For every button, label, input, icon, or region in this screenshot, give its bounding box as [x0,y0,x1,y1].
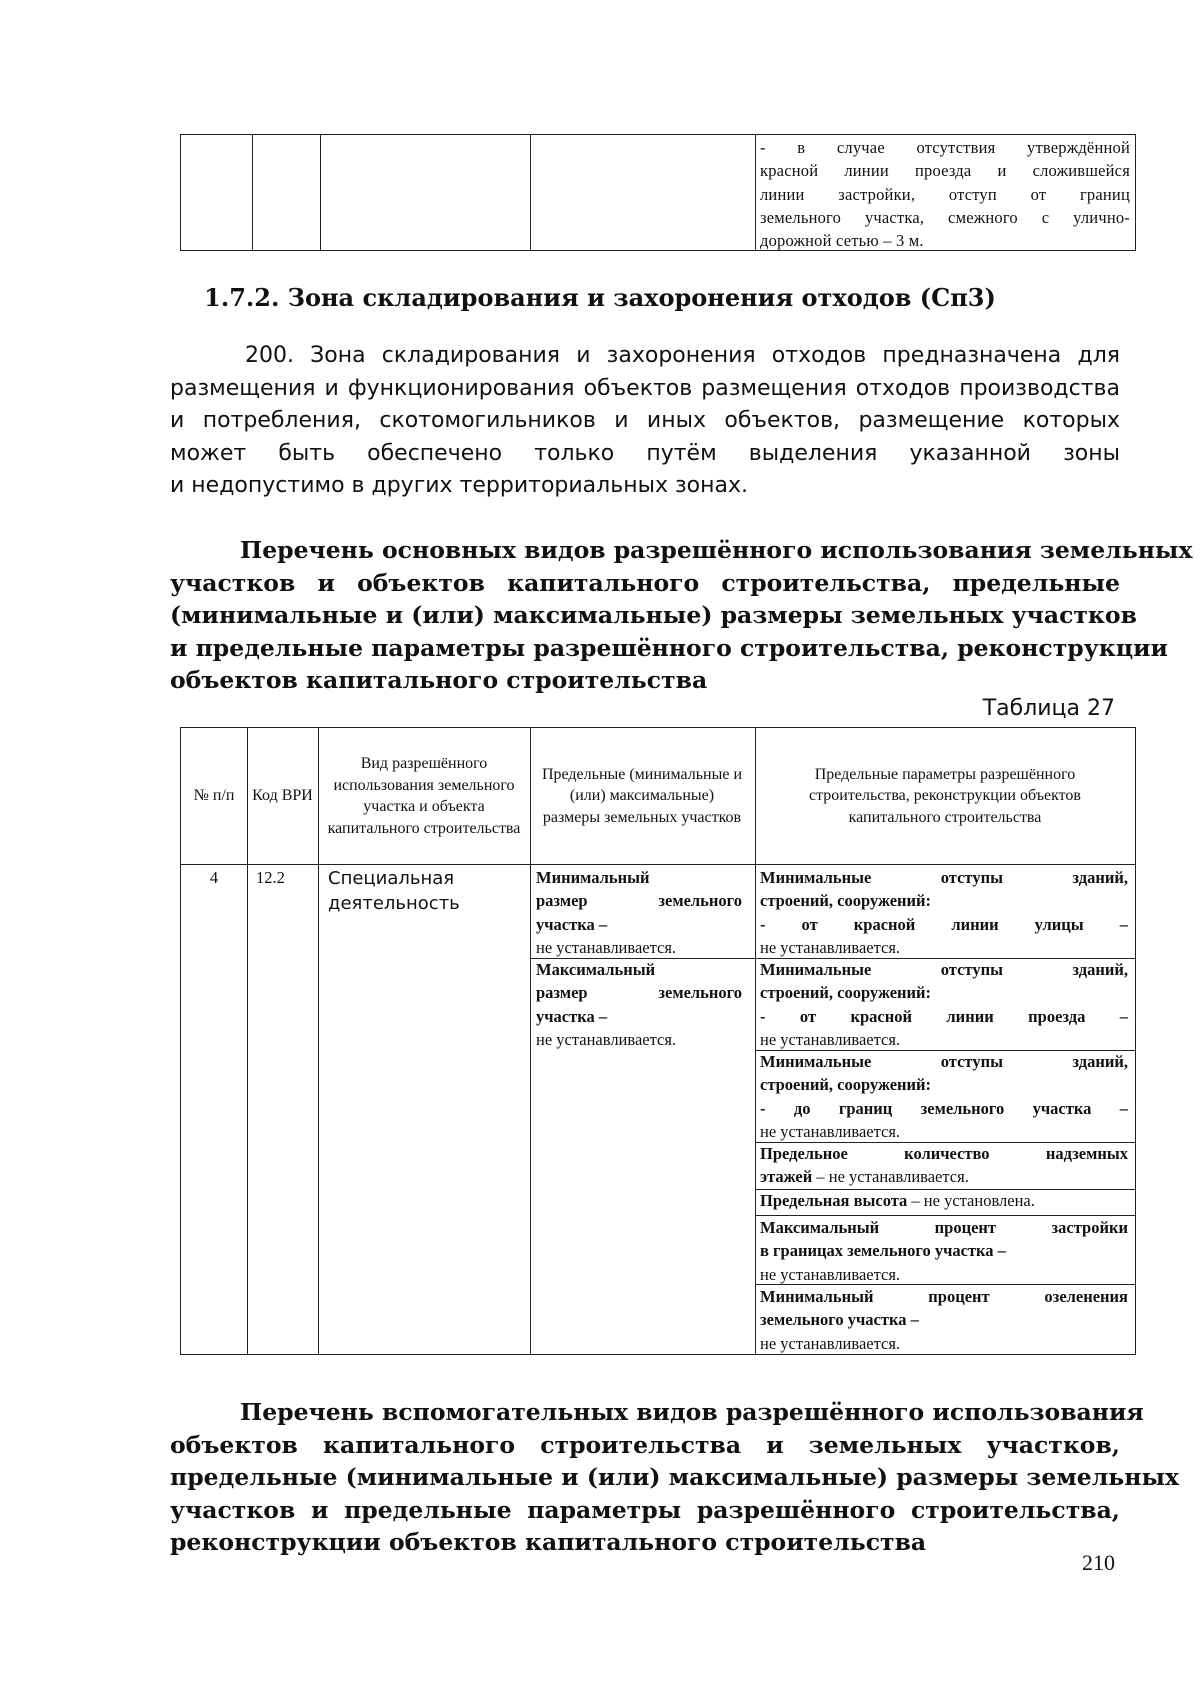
size-line: Минимальный [536,868,650,887]
main-uses-heading [170,534,1193,697]
setback-driveway-cell [760,958,1128,1051]
max-plot-size-cell [536,958,742,1051]
param-value: не устанавливается. [760,1029,901,1049]
column-divider [530,728,531,1354]
param-value: не устанавливается. [760,1333,901,1353]
use-type-line: деятельность [328,893,460,914]
param-value: не устанавливается. [760,1121,901,1141]
param-value: не устанавливается. [760,937,901,957]
param-line: в границах земельного участка – [760,1241,1006,1261]
heading-line: и предельные параметры разрешённого строительства, реконструкции [170,633,1168,662]
column-divider [320,135,321,250]
paragraph-line: может быть обеспечено только путём выделения указанной зоны [170,440,1120,466]
header-divider [181,864,1135,865]
size-line: участка – [536,914,608,934]
paragraph-line: и потребления, скотомогильников и иных объектов, размещение которых [170,408,1120,433]
section-title: 1.7.2. Зона складирования и захоронения отходов (Сп3) [204,283,996,312]
param-line: Максимальный процент застройки [760,1218,1128,1237]
param-line: строений, сооружений: [760,983,932,1003]
heading-line: участков и предельные параметры разрешённого строительства, [170,1495,1120,1524]
heading-line: Перечень вспомогательных видов разрешённого использования [240,1398,1144,1426]
column-divider [755,728,756,1354]
paragraph-line: размещения и функционирования объектов размещения отходов производства [170,375,1120,401]
param-line: - до границ земельного участка – [760,1098,1128,1118]
use-type-line: Специальная [328,868,455,889]
header-build-params: Предельные параметры разрешённого строительства, реконструкции объектов капитального строительства [809,765,1081,826]
param-value: – не установлена. [907,1191,1035,1210]
size-value: не устанавливается. [536,937,677,957]
heading-line: объектов капитального строительства и земельных участков, [170,1430,1120,1459]
cell-line: земельного участка, смежного с улично- [760,207,1130,227]
height-limit-cell [760,1189,1128,1212]
param-line: Минимальные отступы зданий, [760,1052,1128,1071]
header-use-type: Вид разрешённого использования земельного участка и объекта капитального строительства [327,755,521,837]
heading-line: предельные (минимальные и (или) максимальные) размеры земельных [170,1463,1180,1491]
param-line: земельного участка – [760,1310,919,1330]
aux-uses-heading [170,1396,1180,1559]
column-divider [247,728,248,1354]
setback-street-cell [760,866,1128,959]
heading-line: участков и объектов капитального строительства, предельные [170,568,1120,597]
size-value: не устанавливается. [536,1029,677,1049]
cell-line: линии застройки, отступ от границ [760,184,1130,204]
column-divider [755,135,756,250]
row-number: 4 [209,868,219,887]
header-number: № п/п [193,787,235,805]
continuation-cell-text [760,136,1130,252]
paragraph-line: 200. Зона складирования и захоронения отходов предназначена для [245,343,1120,368]
setback-boundary-cell [760,1050,1128,1143]
column-divider [530,135,531,250]
param-line: Минимальные отступы зданий, [760,868,1128,887]
heading-line: объектов капитального строительства [170,666,708,694]
param-line: строений, сооружений: [760,1075,932,1095]
table-caption: Таблица 27 [982,696,1115,721]
heading-line: реконструкции объектов капитального строительства [170,1528,927,1556]
size-line: Максимальный [536,960,656,979]
param-line: Минимальный процент озеленения [760,1287,1128,1306]
size-line: участка – [536,1006,608,1026]
param-value: – не устанавливается. [812,1167,969,1187]
cell-line: - в случае отсутствия утверждённой [760,138,1130,157]
row-use-type [328,866,528,916]
cell-line: дорожной сетью – 3 м. [760,231,924,251]
param-line: - от красной линии проезда – [760,1006,1128,1026]
param-value: не устанавливается. [760,1264,901,1284]
column-divider [318,728,319,1354]
max-coverage-cell [760,1216,1128,1286]
param-line: этажей [760,1167,813,1187]
paragraph-line: и недопустимо в других территориальных зонах. [170,473,748,498]
param-line: Предельная высота [760,1191,908,1210]
header-plot-sizes: Предельные (минимальные и (или) максимальные) размеры земельных участков [541,765,743,826]
cell-line: красной линии проезда и сложившейся [760,161,1130,181]
size-line: размер земельного [536,983,742,1003]
size-line: размер земельного [536,891,742,911]
heading-line: Перечень основных видов разрешённого использования земельных [240,536,1193,564]
param-line: Минимальные отступы зданий, [760,960,1128,979]
row-code: 12.2 [256,868,285,887]
column-divider [252,135,253,250]
param-line: - от красной линии улицы – [760,914,1128,934]
heading-line: (минимальные и (или) максимальные) размеры земельных участков [170,601,1137,629]
floors-limit-cell [760,1142,1128,1189]
param-line: Предельное количество надземных [760,1144,1128,1163]
header-code: Код ВРИ [252,787,313,805]
zone-description-paragraph [170,340,1120,503]
min-plot-size-cell [536,866,742,959]
min-greenery-cell [760,1285,1128,1355]
page-number: 210 [1082,1550,1115,1575]
param-line: строений, сооружений: [760,891,932,911]
